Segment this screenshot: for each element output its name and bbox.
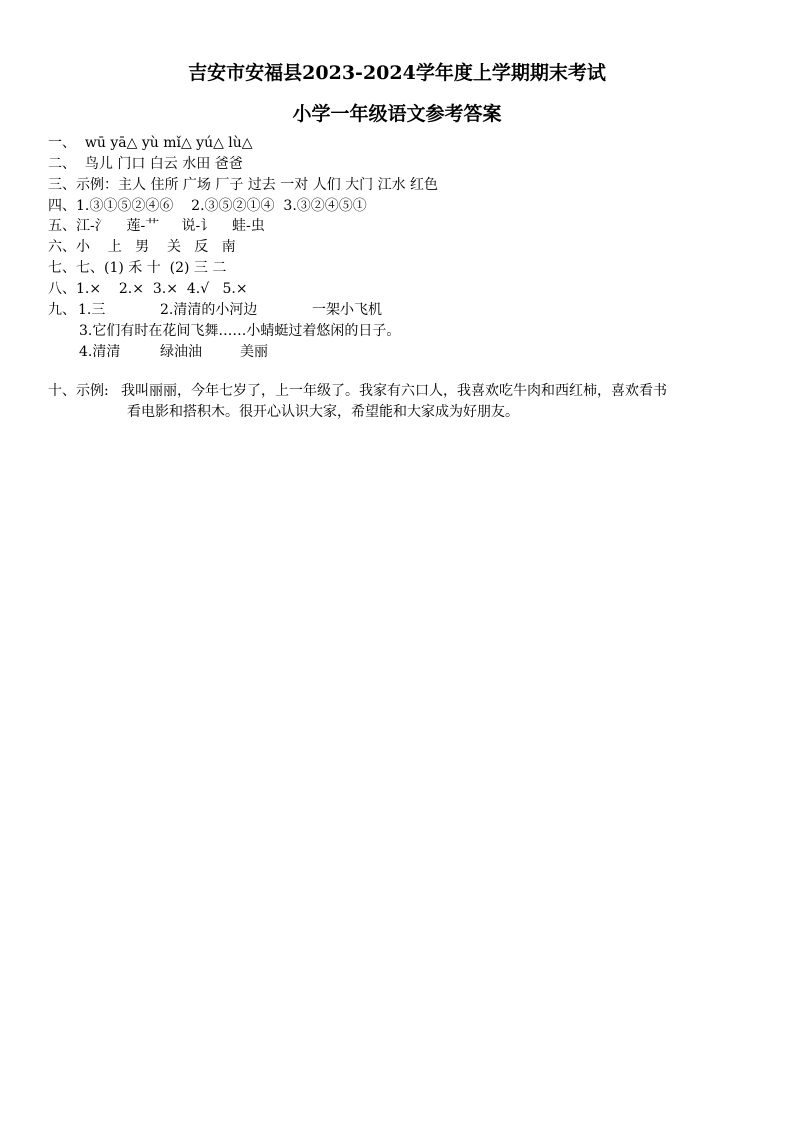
answer-q9-part4b: 绿油油 [160,344,202,360]
answer-q5: 五、江-氵 莲-艹 说-讠 蛙-虫 [48,218,265,234]
answer-q9-part4c: 美丽 [240,344,268,360]
answer-q4: 四、1.③①⑤②④⑥ 2.③⑤②①④ 3.③②④⑤① [48,198,367,214]
page-title: 吉安市安福县2023-2024学年度上学期期末考试 [188,62,606,84]
answer-q1: 一、 wū yā△ yù mǐ△ yú△ lù△ [48,135,253,151]
answer-q9-label: 九、 [48,302,76,318]
answer-q9-part1: 1.三 [78,302,106,318]
answer-q9-part2: 2.清清的小河边 [160,302,258,318]
answer-q8: 八、1.× 2.× 3.× 4.√ 5.× [48,281,248,297]
page-subtitle: 小学一年级语文参考答案 [292,103,502,125]
answer-q9-part3: 3.它们有时在花间飞舞……小蜻蜓过着悠闲的日子。 [79,323,401,339]
answer-q2: 二、 鸟儿 门口 白云 水田 爸爸 [48,156,243,172]
answer-q10-line1: 我叫丽丽，今年七岁了，上一年级了。我家有六口人，我喜欢吃牛肉和西红柿，喜欢看书 [121,383,667,399]
answer-q9-part4a: 4.清清 [79,344,121,360]
answer-q3: 三、示例：主人 住所 广场 厂子 过去 一对 人们 大门 江水 红色 [48,177,439,193]
answer-q9-part2b: 一架小飞机 [312,302,382,318]
answer-q7: 七、七、(1) 禾 十 (2) 三 二 [48,260,227,276]
answer-q10-line2: 看电影和搭积木。很开心认识大家，希望能和大家成为好朋友。 [127,404,519,420]
answer-q6: 六、小 上 男 关 反 南 [48,239,236,255]
answer-q10-label: 十、示例: [48,383,109,399]
